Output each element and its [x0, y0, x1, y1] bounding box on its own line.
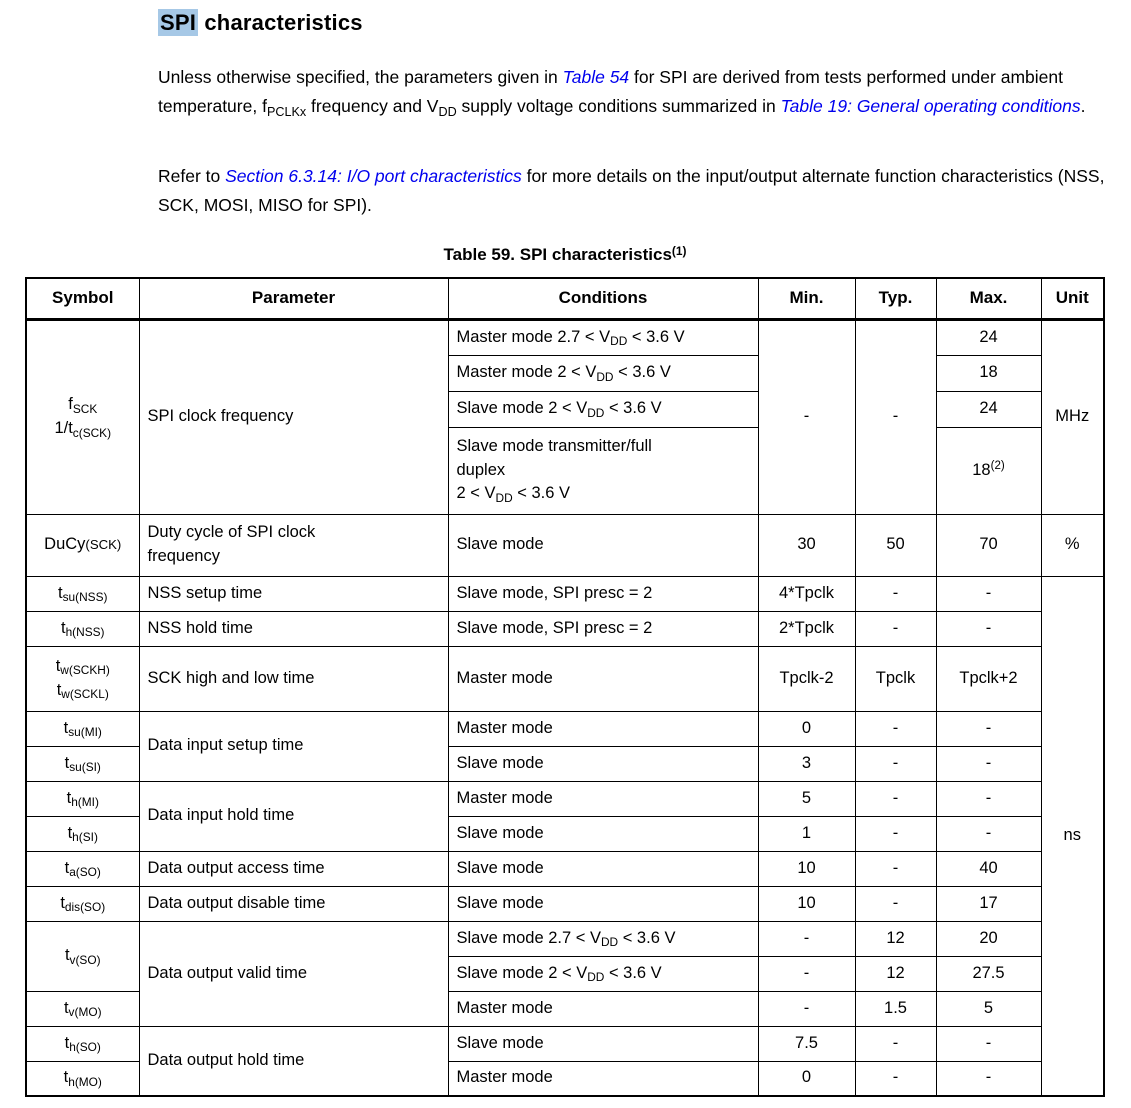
- subscript: v(SO): [69, 952, 101, 967]
- section-title-text: characteristics: [198, 10, 363, 35]
- superscript: (2): [990, 460, 1005, 473]
- column-header: Min.: [758, 278, 855, 319]
- table-cell: Duty cycle of SPI clock frequency: [139, 514, 448, 576]
- column-header: Typ.: [855, 278, 936, 319]
- table-cell: $t_{h(MO)}$: [26, 1061, 139, 1096]
- table-cell: NSS hold time: [139, 611, 448, 646]
- table-cell: Slave mode, SPI presc = 2: [448, 611, 758, 646]
- table-cell: -: [936, 746, 1041, 781]
- paragraph-refer: Refer to Section 6.3.14: I/O port characteristics for more details on the input/output alternate function characteristics (NSS, SCK, MOSI, MISO for SPI).: [158, 166, 1105, 215]
- table-cell: Data input setup time: [139, 711, 448, 781]
- doc-link[interactable]: Table 19: General operating conditions: [780, 96, 1081, 116]
- table-cell: $t_{h(NSS)}$: [26, 611, 139, 646]
- table-cell: 7.5: [758, 1026, 855, 1061]
- table-cell: 24: [936, 319, 1041, 355]
- table-row: [26, 1026, 1104, 1061]
- column-header: Conditions: [448, 278, 758, 319]
- subscript: DD: [596, 369, 614, 384]
- table-cell: 50: [855, 514, 936, 576]
- table-cell: $f_{SCK}$ $1/t_{c(SCK)}$: [26, 319, 139, 514]
- table-cell: 1.5: [855, 991, 936, 1026]
- subscript: su(SI): [69, 760, 101, 775]
- table-cell: SPI clock frequency: [139, 319, 448, 514]
- subscript: w(SCKL): [61, 687, 109, 702]
- table-cell: Master mode: [448, 711, 758, 746]
- table-row: [26, 886, 1104, 921]
- table-cell: 4*Tpclk: [758, 576, 855, 611]
- table-row: [26, 711, 1104, 746]
- subscript: DD: [587, 970, 605, 985]
- table-cell: -: [855, 851, 936, 886]
- table-cell: Data output valid time: [139, 921, 448, 1026]
- subscript: v(MO): [68, 1005, 102, 1020]
- table-cell: Slave mode $2 < V_{DD} < 3.6$ V: [448, 956, 758, 991]
- table-cell: Slave mode $2 < V_{DD} < 3.6$ V: [448, 391, 758, 427]
- table-cell: -: [855, 886, 936, 921]
- table-row: [26, 611, 1104, 646]
- subscript: DD: [610, 334, 628, 349]
- subscript: DD: [438, 105, 457, 120]
- table-cell: -: [855, 711, 936, 746]
- table-cell: 17: [936, 886, 1041, 921]
- table-cell: Tpclk-2: [758, 646, 855, 711]
- table-cell: -: [936, 816, 1041, 851]
- table-cell: 0: [758, 711, 855, 746]
- subscript: DD: [587, 405, 605, 420]
- table-cell: -: [758, 991, 855, 1026]
- table-cell: Data input hold time: [139, 781, 448, 851]
- table-cell: 30: [758, 514, 855, 576]
- small-text: (SCK): [85, 537, 122, 553]
- table-cell: -: [936, 611, 1041, 646]
- subscript: su(NSS): [62, 590, 108, 605]
- column-header: Symbol: [26, 278, 139, 319]
- table-cell: 12: [855, 921, 936, 956]
- table-cell: 1: [758, 816, 855, 851]
- table-cell: Slave mode $2.7 < V_{DD} < 3.6$ V: [448, 921, 758, 956]
- search-highlight: SPI: [160, 10, 197, 35]
- table-cell: Master mode: [448, 1061, 758, 1096]
- table-body: [26, 319, 1104, 1096]
- table-cell: $t_{su(SI)}$: [26, 746, 139, 781]
- table-cell: $t_{su(MI)}$: [26, 711, 139, 746]
- table-cell: 18: [936, 355, 1041, 391]
- table-cell: $t_{a(SO)}$: [26, 851, 139, 886]
- subscript: h(NSS): [65, 625, 105, 640]
- table-cell: Master mode $2 < V_{DD} < 3.6$ V: [448, 355, 758, 391]
- subscript: SCK: [72, 401, 98, 416]
- subscript: DD: [600, 935, 619, 950]
- table-row: [26, 851, 1104, 886]
- table-cell: 24: [936, 391, 1041, 427]
- table-wrapper: [25, 277, 1105, 1097]
- table-cell: 3: [758, 746, 855, 781]
- table-cell: ns: [1041, 576, 1104, 1096]
- table-cell: $t_{dis(SO)}$: [26, 886, 139, 921]
- spi-characteristics-table: [25, 277, 1105, 1097]
- table-cell: -: [855, 781, 936, 816]
- table-cell: MHz: [1041, 319, 1104, 514]
- table-row: [26, 576, 1104, 611]
- header-row: [26, 278, 1104, 319]
- table-cell: Slave mode: [448, 746, 758, 781]
- table-row: [26, 781, 1104, 816]
- subscript: c(SCK): [72, 425, 112, 440]
- table-cell: Data output access time: [139, 851, 448, 886]
- subscript: PCLKx: [266, 105, 307, 120]
- column-header: Parameter: [139, 278, 448, 319]
- table-cell: -: [936, 576, 1041, 611]
- table-cell: -: [936, 711, 1041, 746]
- table-row: [26, 319, 1104, 355]
- table-cell: $t_{h(SI)}$: [26, 816, 139, 851]
- table-cell: -: [758, 956, 855, 991]
- table-cell: Slave mode: [448, 514, 758, 576]
- table-cell: Master mode: [448, 646, 758, 711]
- table-cell: 70: [936, 514, 1041, 576]
- table-cell: -: [855, 1026, 936, 1061]
- subscript: DD: [495, 491, 513, 506]
- table-cell: $t_{v(SO)}$: [26, 921, 139, 991]
- column-header: Unit: [1041, 278, 1104, 319]
- superscript: (1): [671, 243, 687, 258]
- doc-link[interactable]: Table 54: [562, 67, 630, 87]
- table-cell: -: [855, 746, 936, 781]
- table-cell: $t_{h(SO)}$: [26, 1026, 139, 1061]
- subscript: su(MI): [68, 725, 102, 740]
- table-cell: Slave mode: [448, 816, 758, 851]
- table-cell: Master mode $2.7 < V_{DD} < 3.6$ V: [448, 319, 758, 355]
- table-cell: -: [855, 611, 936, 646]
- table-caption: Table 59. SPI characteristics$^{(1)}$: [443, 243, 687, 264]
- table-cell: NSS setup time: [139, 576, 448, 611]
- table-cell: 40: [936, 851, 1041, 886]
- table-cell: -: [855, 816, 936, 851]
- table-cell: 10: [758, 886, 855, 921]
- table-cell: $t_{v(MO)}$: [26, 991, 139, 1026]
- table-cell: DuCy(SCK): [26, 514, 139, 576]
- table-cell: -: [855, 576, 936, 611]
- paragraph-intro: Unless otherwise specified, the parameters given in Table 54 for SPI are derived from tests performed under ambient temperature, $f_{PCLKx}$ frequency and $V_{DD}$ supply voltage conditions summarized in Table 19: General operating conditions.: [158, 67, 1086, 120]
- table-cell: Data output disable time: [139, 886, 448, 921]
- table-cell: -: [855, 319, 936, 514]
- subscript: dis(SO): [64, 900, 106, 915]
- table-cell: 2*Tpclk: [758, 611, 855, 646]
- table-cell: Master mode: [448, 991, 758, 1026]
- table-row: [26, 646, 1104, 711]
- section-title: [158, 10, 363, 36]
- table-cell: Slave mode: [448, 851, 758, 886]
- subscript: h(MI): [71, 795, 99, 810]
- table-cell: -: [758, 921, 855, 956]
- table-row: [26, 921, 1104, 956]
- table-cell: Tpclk: [855, 646, 936, 711]
- table-cell: -: [936, 1061, 1041, 1096]
- subscript: h(MO): [68, 1075, 102, 1090]
- table-cell: -: [936, 781, 1041, 816]
- table-cell: 27.5: [936, 956, 1041, 991]
- column-header: Max.: [936, 278, 1041, 319]
- table-cell: -: [758, 319, 855, 514]
- table-cell: Slave mode transmitter/full duplex $2 < V_{DD} < 3.6$ V: [448, 427, 758, 514]
- table-cell: Slave mode, SPI presc = 2: [448, 576, 758, 611]
- table-cell: Master mode: [448, 781, 758, 816]
- subscript: w(SCKH): [60, 663, 110, 678]
- table-cell: 20: [936, 921, 1041, 956]
- table-cell: 5: [758, 781, 855, 816]
- subscript: a(SO): [69, 865, 101, 880]
- table-cell: $t_{su(NSS)}$: [26, 576, 139, 611]
- table-cell: $t_{h(MI)}$: [26, 781, 139, 816]
- table-head: [26, 278, 1104, 319]
- table-cell: -: [855, 1061, 936, 1096]
- table-cell: 0: [758, 1061, 855, 1096]
- subscript: h(SI): [72, 830, 98, 845]
- table-row: [26, 514, 1104, 576]
- table-cell: 12: [855, 956, 936, 991]
- table-cell: Slave mode: [448, 886, 758, 921]
- table-cell: 18$^{(2)}$: [936, 427, 1041, 514]
- table-cell: %: [1041, 514, 1104, 576]
- table-cell: SCK high and low time: [139, 646, 448, 711]
- doc-link[interactable]: Section 6.3.14: I/O port characteristics: [225, 166, 522, 186]
- table-cell: Data output hold time: [139, 1026, 448, 1096]
- subscript: h(SO): [69, 1040, 101, 1055]
- table-cell: $t_{w(SCKH)}$ $t_{w(SCKL)}$: [26, 646, 139, 711]
- table-cell: Tpclk+2: [936, 646, 1041, 711]
- table-cell: -: [936, 1026, 1041, 1061]
- table-cell: 10: [758, 851, 855, 886]
- table-cell: 5: [936, 991, 1041, 1026]
- table-cell: Slave mode: [448, 1026, 758, 1061]
